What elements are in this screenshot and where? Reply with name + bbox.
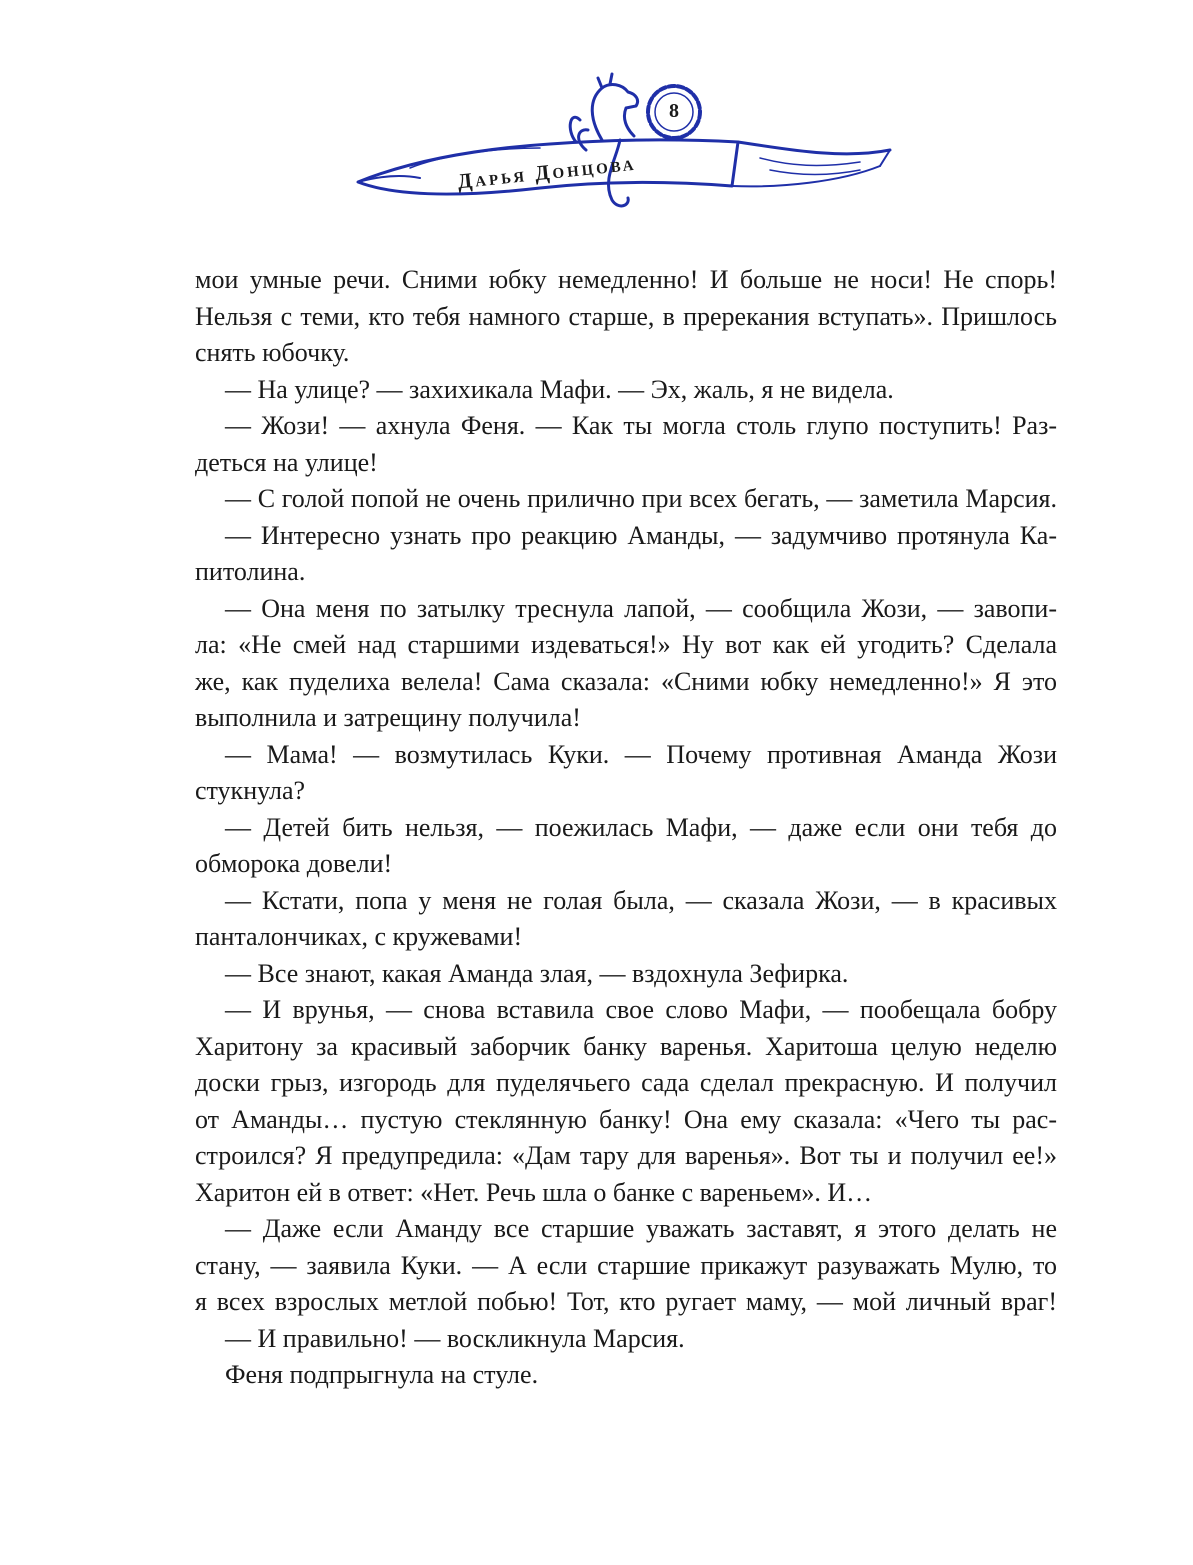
text-line: — Все знают, какая Аманда злая, — вздохнула Зефирка.	[225, 958, 849, 988]
dragon-icon	[570, 74, 637, 150]
text-line: — Кстати, попа у меня не голая была, — сказала Жози, — в красивых	[225, 885, 1057, 915]
text-line: же, как пуделиха велела! Сама сказала: «Сними юбку немедленно!» Я это	[195, 666, 1057, 696]
text-line: строился? Я предупредила: «Дам тару для варенья». Вот ты и получил ее!»	[195, 1141, 1057, 1170]
text-line: панталончиках, с кружевами!	[195, 922, 523, 951]
text-line: выполнила и затрещину получила!	[195, 703, 581, 732]
text-line: обморока довели!	[195, 849, 393, 878]
text-line: снять юбочку.	[195, 338, 350, 367]
text-line: от Аманды… пустую стеклянную банку! Она ему сказала: «Чего ты рас-	[195, 1104, 1057, 1134]
text-line: — На улице? — захихикала Мафи. — Эх, жаль, я не видела.	[225, 374, 894, 404]
page-header	[340, 70, 900, 220]
text-line: — Интересно узнать про реакцию Аманды, — задумчиво протянула Ка-	[225, 520, 1057, 550]
text-line: Харитону за красивый заборчик банку варенья. Харитоша целую неделю	[195, 1031, 1057, 1061]
text-line: Харитон ей в ответ: «Нет. Речь шла о банке с вареньем». И…	[195, 1177, 873, 1207]
text-line: — И врунья, — снова вставила свое слово Мафи, — пообещала бобру	[225, 995, 1057, 1024]
author-name: Дарья Донцова	[456, 150, 638, 194]
text-line: я всех взрослых метлой побью! Тот, кто ругает маму, — мой личный враг!	[195, 1287, 1057, 1316]
text-line: ла: «Не смей над старшими издеваться!» Ну вот как ей угодить? Сделала	[195, 630, 1057, 659]
text-line: — Она меня по затылку треснула лапой, — сообщила Жози, — завопи-	[225, 593, 1057, 623]
text-line: — Жози! — ахнула Феня. — Как ты могла столь глупо поступить! Раз-	[225, 411, 1057, 440]
text-line: — Мама! — возмутилась Куки. — Почему противная Аманда Жози	[225, 739, 1057, 769]
text-line: доски грыз, изгородь для пуделячьего сада сделал прекрасную. И получил	[195, 1068, 1057, 1097]
text-line: — Детей бить нельзя, — поежилась Мафи, — даже если они тебя до	[225, 812, 1057, 842]
text-line: — Даже если Аманду все старшие уважать заставят, я этого делать не	[225, 1214, 1057, 1243]
text-line: — И правильно! — воскликнула Марсия.	[225, 1323, 685, 1353]
text-line: Нельзя с теми, кто тебя намного старше, в пререкания вступать». Пришлось	[195, 301, 1057, 331]
text-line: стану, — заявила Куки. — А если старшие прикажут разуважать Мулю, то	[195, 1250, 1057, 1280]
body-text	[195, 262, 1057, 1394]
text-line: стукнула?	[195, 776, 306, 805]
text-line: мои умные речи. Сними юбку немедленно! И больше не носи! Не спорь!	[195, 265, 1057, 294]
text-line: питолина.	[195, 557, 306, 586]
text-line: — С голой попой не очень прилично при всех бегать, — заметила Марсия.	[225, 484, 1057, 513]
text-line: деться на улице!	[195, 447, 378, 477]
text-line: Феня подпрыгнула на стуле.	[225, 1360, 539, 1389]
page-number: 8	[669, 100, 679, 122]
